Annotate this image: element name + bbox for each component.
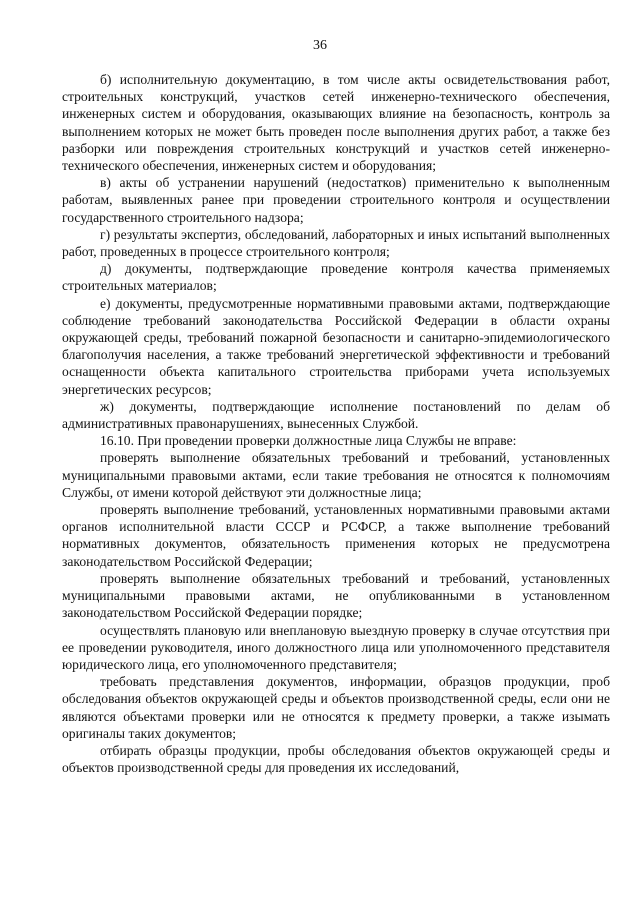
document-body: [62, 71, 610, 776]
paragraph-b: б) исполнительную документацию, в том числе акты освидетельствования работ, строительных конструкций, участков сетей инженерно-технического обеспечения, инженерных систем и оборудования, оказывающих влияние на безопасность, контроль за выполнением которых не может быть проведен после выполнения других работ, а также без разборки или повреждения строительных конструкций и участков сетей инженерно-технического обеспечения, инженерных систем и оборудования;: [62, 72, 610, 174]
paragraph-zh: ж) документы, подтверждающие исполнение постановлений по делам об административных правонарушениях, вынесенных Службой.: [62, 398, 610, 432]
paragraph-d: д) документы, подтверждающие проведение контроля качества применяемых строительных материалов;: [62, 261, 610, 294]
paragraph-v: в) акты об устранении нарушений (недостатков) применительно к выполненным работам, выявленных ранее при проведении строительного контроля и осуществлении государственного строительного надзора;: [62, 175, 610, 225]
paragraph-g: г) результаты экспертиз, обследований, лабораторных и иных испытаний выполненных работ, проведенных в процессе строительного контроля;: [62, 226, 610, 260]
section-16-10-heading: 16.10. При проведении проверки должностные лица Службы не вправе:: [100, 433, 517, 449]
prohibition-item: отбирать образцы продукции, пробы обследования объектов окружающей среды и объектов производственной среды для проведения их исследований,: [62, 742, 610, 776]
prohibition-item: проверять выполнение требований, установленных нормативными правовыми актами органов исполнительной власти СССР и РСФСР, а также выполнение требований нормативных документов, обязательность применения которых не предусмотрена законодательством Российской Федерации;: [62, 502, 610, 569]
prohibition-item: требовать представления документов, информации, образцов продукции, проб обследования объектов окружающей среды и объектов производственной среды, если они не являются объектами проверки или не относятся к предмету проверки, а также изымать оригиналы таких документов;: [62, 674, 610, 741]
prohibition-item: осуществлять плановую или внеплановую выездную проверку в случае отсутствия при ее проведении руководителя, иного должностного лица или уполномоченного представителя юридического лица, его уполномоченного представителя;: [62, 622, 610, 672]
page-number: 36: [313, 38, 327, 53]
paragraph-e: е) документы, предусмотренные нормативными правовыми актами, подтверждающие соблюдение требований законодательства Российской Федерации в области охраны окружающей среды, требований пожарной безопасности и санитарно-эпидемиологического благополучия населения, а также требований энергетической эффективности и требований оснащенности объекта капитального строительства приборами учета используемых энергетических ресурсов;: [62, 295, 610, 397]
prohibition-item: проверять выполнение обязательных требований и требований, установленных муниципальными правовыми актами, если такие требования не относятся к полномочиям Службы, от имени которой действуют эти должностные лица;: [62, 450, 610, 500]
prohibition-item: проверять выполнение обязательных требований и требований, установленных муниципальными правовыми актами, не опубликованными в установленном законодательством Российской Федерации порядке;: [62, 570, 610, 621]
